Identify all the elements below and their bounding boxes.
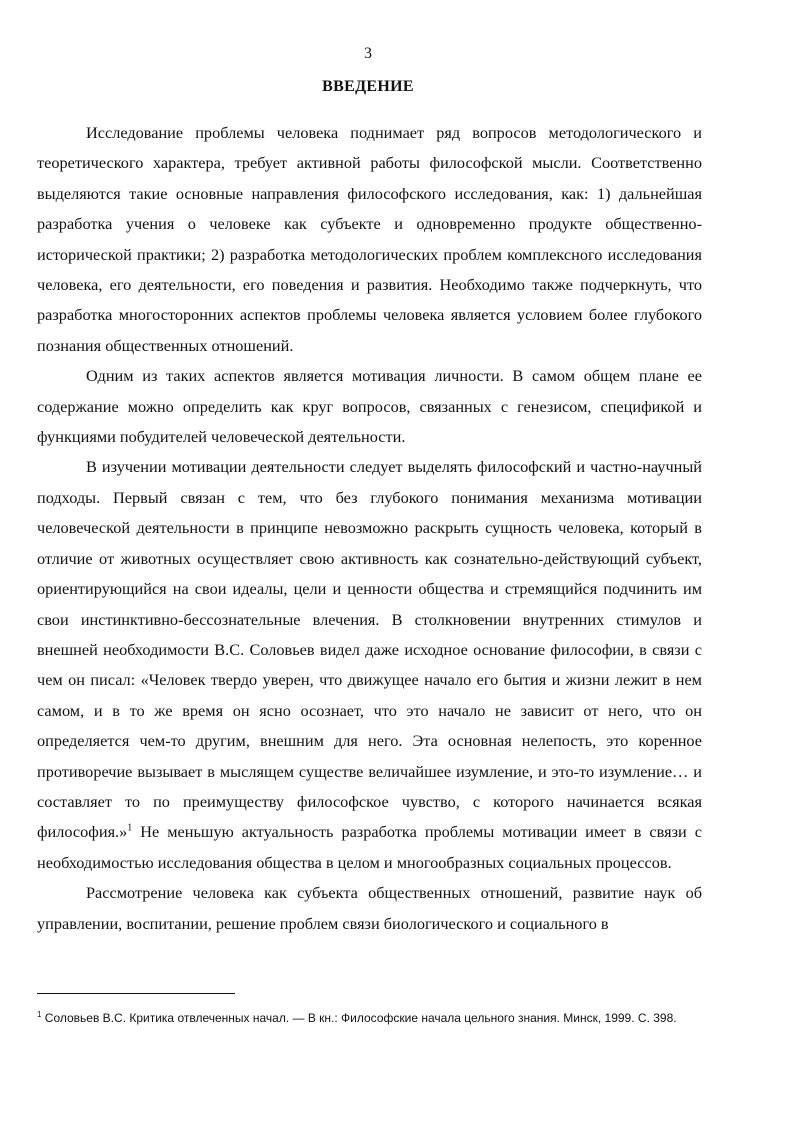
section-title: ВВЕДЕНИЕ xyxy=(322,78,414,95)
body-text xyxy=(37,118,702,939)
paragraph-3 xyxy=(37,452,702,878)
page-number: 3 xyxy=(364,45,372,62)
footnote-mark: 1 xyxy=(37,1010,42,1019)
footnote-text: Соловьев В.С. Критика отвлеченных начал. — В кн.: Философские начала цельного знания. Минск, 1999. С. 398. xyxy=(41,1011,677,1025)
paragraph-2: Одним из таких аспектов является мотивация личности. В самом общем плане ее содержание можно определить как круг вопросов, связанных с генезисом, спецификой и функциями побудителей человеческой деятельности. xyxy=(37,366,702,447)
paragraph-1: Исследование проблемы человека поднимает ряд вопросов методологического и теоретического характера, требует активной работы философской мысли. Соответственно выделяются такие основные направления философского исследования, как: 1) дальнейшая разработка учения о человеке как субъекте и одновременно продукте общественно-исторической практики; 2) разработка методологических проблем комплексного исследования человека, его деятельности, его поведения и развития. Необходимо также подчеркнуть, что разработка многосторонних аспектов проблемы человека является условием более глубокого познания общественных отношений. xyxy=(37,123,702,355)
paragraph-3-text-before-ref: В изучении мотивации деятельности следует выделять философский и частно-научный подходы. Первый связан с тем, что без глубокого понимания механизма мотивации человеческой деятельности в принципе невозможно раскрыть сущность человека, который в отличие от животных осуществляет свою активность как сознательно-действующий субъект, ориентирующийся на свои идеалы, цели и ценности общества и стремящийся подчинить им свои инстинктивно-бессознательные влечения. В столкновении внутренних стимулов и внешней необходимости В.С. Соловьев видел даже исходное основание философии, в связи с чем он писал: «Человек твердо уверен, что движущее начало его бытия и жизни лежит в нем самом, и в то же время он ясно осознает, что это начало не зависит от него, что он определяется чем-то другим, внешним для него. Эта основная нелепость, это коренное противоречие вызывает в мыслящем существе величайшее изумление, и это-то изумление… и составляет то по преимуществу философское чувство, с которого начинается всякая философия.» xyxy=(37,457,702,842)
footnote xyxy=(37,1011,702,1026)
paragraph-3-text-after-ref: Не меньшую актуальность разработка проблемы мотивации имеет в связи с необходимостью исследования общества в целом и многообразных социальных процессов. xyxy=(37,822,702,872)
footnote-divider xyxy=(37,993,235,994)
footnote-reference-mark[interactable]: 1 xyxy=(127,822,133,834)
paragraph-4: Рассмотрение человека как субъекта общественных отношений, развитие наук об управлении, воспитании, решение проблем связи биологического и социального в xyxy=(37,883,702,933)
